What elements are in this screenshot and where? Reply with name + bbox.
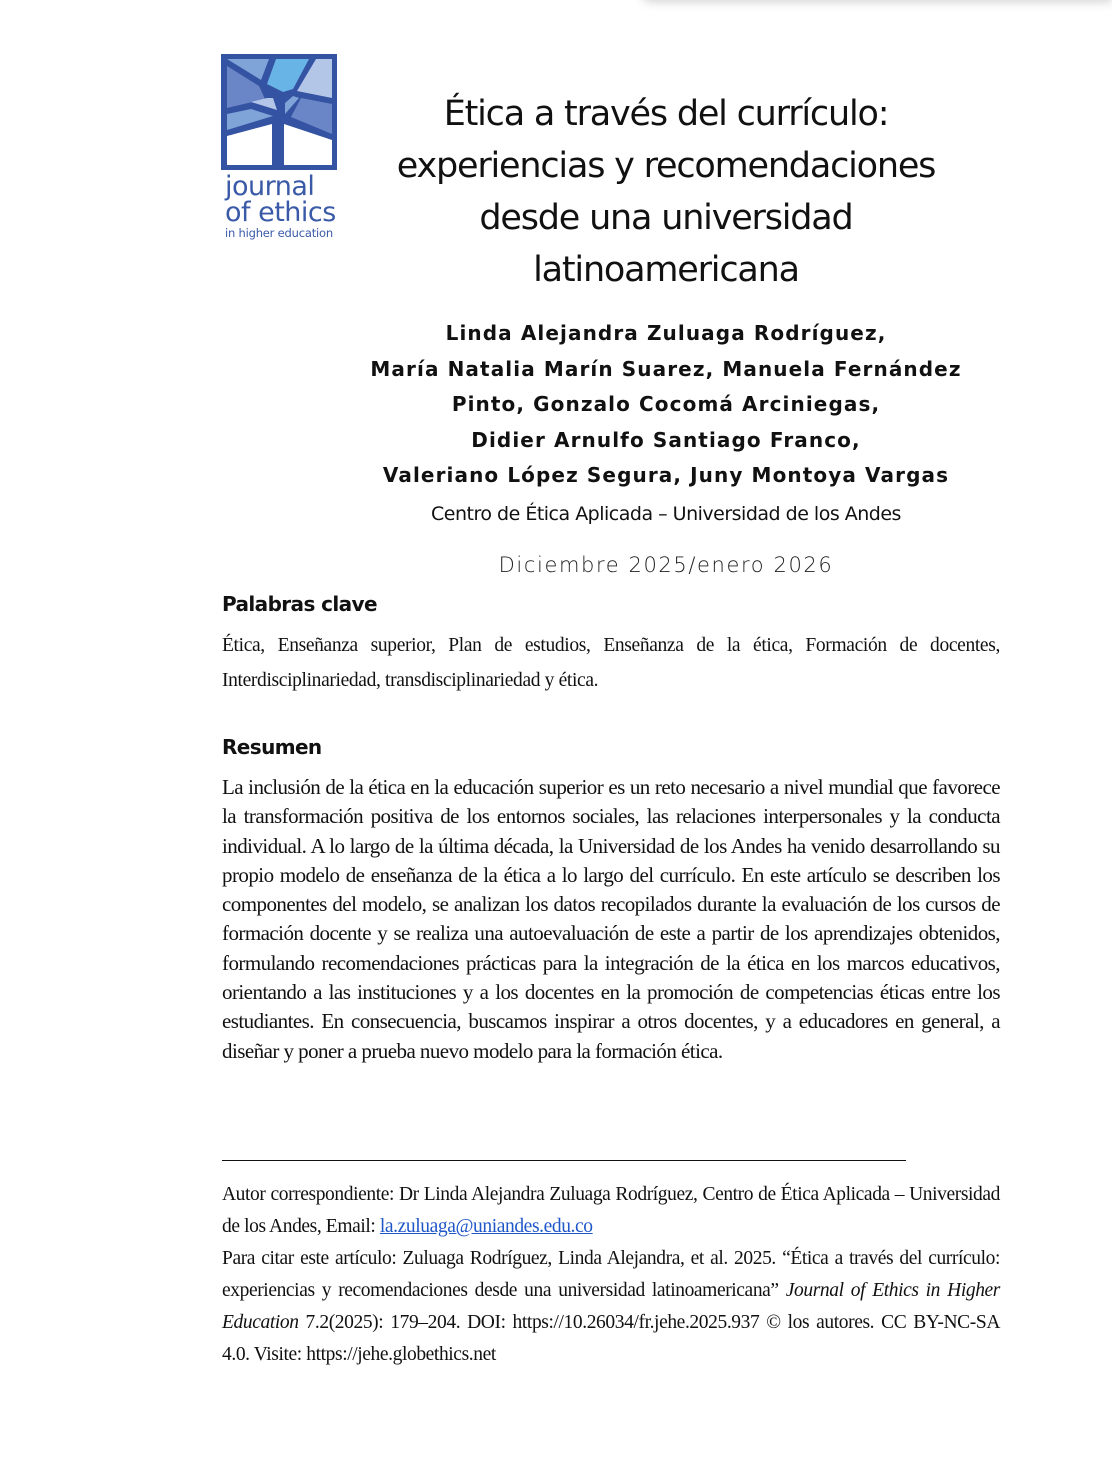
logo-text-journal: journal [225, 171, 315, 202]
author-line: Linda Alejandra Zuluaga Rodríguez, [445, 321, 887, 345]
logo-wordmark [225, 171, 337, 240]
abstract-heading: Resumen [222, 735, 322, 759]
title-line: Ética a través del currículo: [443, 94, 889, 134]
author-list [350, 316, 982, 494]
corresponding-author-text: Autor correspondiente: Dr Linda Alejandra Zuluaga Rodríguez, Centro de Ética Aplicada – Universidad de los Andes, Email: [222, 1184, 1000, 1237]
keywords-text: Ética, Enseñanza superior, Plan de estudios, Enseñanza de la ética, Formación de docentes, Interdisciplinariedad, transdisciplinariedad y ética. [222, 635, 1000, 691]
citation-suffix: 7.2(2025): 179–204. DOI: https://10.26034/fr.jehe.2025.937 © los autores. CC BY-NC-SA 4.0. Visite: https://jehe.globethics.net [222, 1312, 1000, 1365]
corresponding-author-note [222, 1179, 1000, 1243]
author-line: Pinto, Gonzalo Cocomá Arciniegas, [451, 392, 881, 416]
journal-name: Journal of Ethics in Higher Education [222, 1280, 1000, 1333]
title-line: experiencias y recomendaciones [396, 146, 936, 186]
author-line: María Natalia Marín Suarez, Manuela Fernández [370, 356, 962, 381]
tree-logo-icon [221, 54, 337, 170]
article-title [360, 88, 972, 296]
logo-text-higher-education: in higher education [225, 226, 333, 240]
journal-logo [221, 54, 337, 240]
author-line: Valeriano López Segura, Juny Montoya Vargas [382, 463, 950, 487]
abstract-text: La inclusión de la ética en la educación superior es un reto necesario a nivel mundial que favorece la transformación positiva de los entornos sociales, las relaciones interpersonales y la conducta individual. A lo largo de la última década, la Universidad de los Andes ha venido desarrollando su propio modelo de enseñanza de la ética a lo largo del currículo. En este artículo se describen los componentes del modelo, se analizan los datos recopilados durante la evaluación de los cursos de formación docente y se realiza una autoevaluación de este a partir de los aprendizajes obtenidos, formulando recomendaciones prácticas para la integración de la ética en los marcos educativos, orientando a las instituciones y a los docentes en la promoción de competencias éticas entre los estudiantes. En consecuencia, buscamos inspirar a otros docentes, y a educadores en general, a diseñar y poner a prueba nuevo modelo para la formación ética. [222, 775, 1000, 1063]
footnote-divider [222, 1160, 906, 1161]
affiliation: Centro de Ética Aplicada – Universidad de los Andes [431, 503, 901, 525]
title-line: desde una universidad [479, 198, 853, 238]
keywords-heading: Palabras clave [222, 592, 377, 616]
author-line: Didier Arnulfo Santiago Franco, [471, 427, 861, 452]
publication-date: Diciembre 2025/enero 2026 [498, 553, 834, 577]
citation-note [222, 1243, 1000, 1371]
logo-text-of-ethics: of ethics [225, 197, 336, 228]
citation-text: Para citar este artículo: Zuluaga Rodríguez, Linda Alejandra, et al. 2025. “Ética a través del currículo: experiencias y recomendaciones desde una universidad latinoamericana” [222, 1248, 1000, 1301]
email-link[interactable]: la.zuluaga@uniandes.edu.co [379, 1216, 593, 1237]
title-line: latinoamericana [533, 250, 799, 290]
